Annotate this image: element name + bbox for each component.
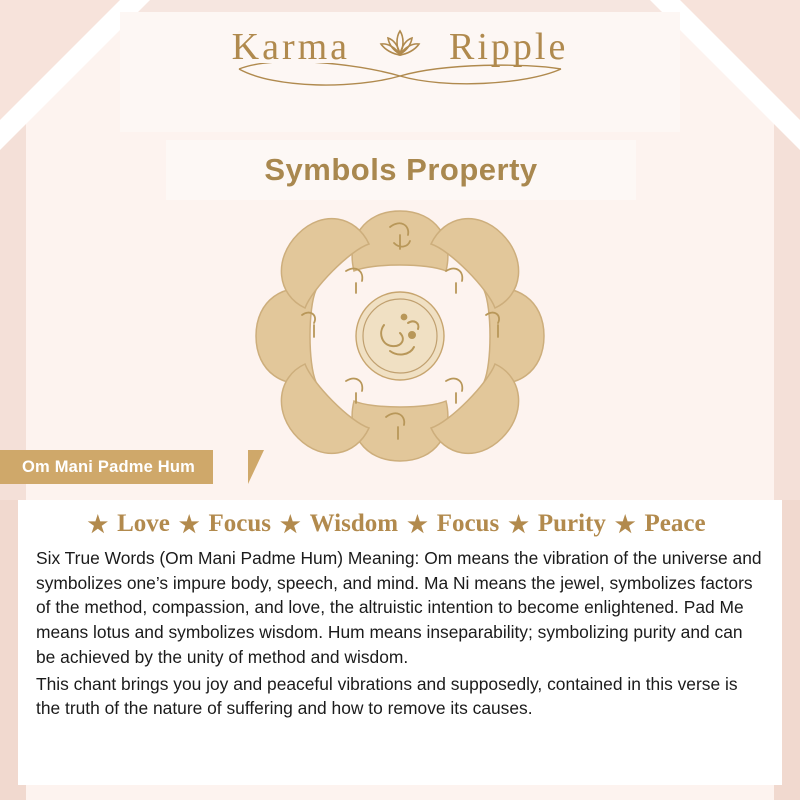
star-icon: ★	[87, 511, 109, 537]
keyword-wisdom: Wisdom	[309, 510, 399, 537]
brand-logo-text	[224, 22, 577, 89]
keyword-peace: Peace	[644, 510, 706, 537]
om-mani-banner	[0, 450, 213, 484]
brand-word-ripple: Ripple	[449, 26, 569, 69]
lotus-icon	[377, 25, 423, 69]
content-panel	[18, 500, 782, 785]
keyword-focus-1: Focus	[208, 510, 271, 537]
star-icon: ★	[178, 511, 200, 537]
star-icon: ★	[279, 511, 301, 537]
brand-logo	[0, 22, 800, 89]
star-icon: ★	[508, 511, 529, 537]
star-icon: ★	[407, 511, 428, 537]
om-mani-banner-tail	[248, 450, 264, 484]
mandala-illustration	[0, 205, 800, 470]
description-text	[18, 538, 782, 721]
keyword-purity: Purity	[537, 510, 606, 537]
eight-petal-lotus-mandala-icon	[250, 205, 550, 467]
star-icon: ★	[614, 511, 636, 537]
keyword-love: Love	[117, 510, 170, 537]
page-title: Symbols Property	[264, 152, 538, 187]
description-paragraph-2: This chant brings you joy and peaceful vibrations and supposedly, contained in this verse is the truth of the nature of suffering and how to remove its causes.	[36, 673, 738, 719]
keyword-row	[18, 500, 782, 538]
title-plaque	[166, 140, 636, 200]
description-paragraph-1: Six True Words (Om Mani Padme Hum) Meaning: Om means the vibration of the universe and symbolizes one’s impure body, speech, and mind. Ma Ni means the jewel, symbolizes factors of the method, compassion, and love, the altruistic intention to become enlightened. Pad Me means lotus and symbolizes wisdom. Hum means inseparability; symbolizing purity and can be achieved by the unity of method and wisdom.	[36, 548, 762, 667]
brand-word-karma: Karma	[231, 26, 351, 69]
keyword-focus-2: Focus	[436, 510, 500, 537]
om-mani-banner-label: Om Mani Padme Hum	[22, 457, 196, 476]
